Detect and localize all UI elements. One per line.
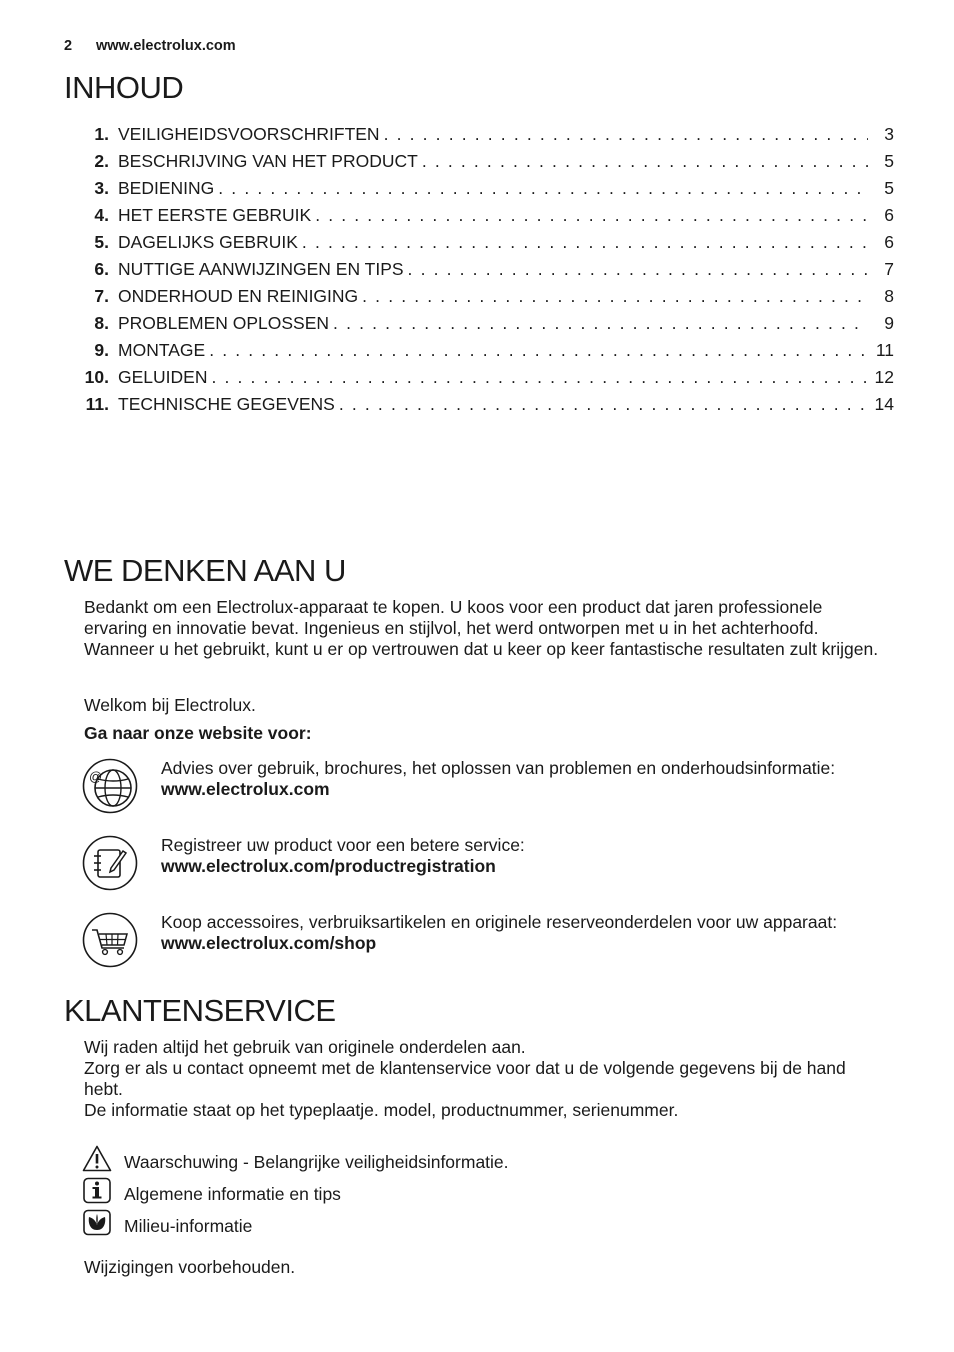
toc-entry[interactable] (64, 367, 894, 394)
website-heading: Ga naar onze website voor: (84, 723, 312, 743)
footer-note: Wijzigingen voorbehouden. (84, 1257, 296, 1277)
toc-entry-title: PROBLEMEN OPLOSSEN (118, 313, 330, 333)
table-of-contents (64, 124, 894, 421)
toc-entry-page: 3 (884, 124, 894, 144)
welcome-text: Welkom bij Electrolux. (84, 695, 256, 715)
link-row-shop (82, 912, 902, 972)
header-website[interactable]: www.electrolux.com (96, 38, 236, 54)
legend-warning (82, 1145, 682, 1175)
link-url-registration[interactable]: www.electrolux.com/productregistration (161, 856, 496, 876)
toc-dot-leader (315, 205, 868, 226)
link-description-shop: Koop accessoires, verbruiksartikelen en originele reserveonderdelen voor uw apparaat: (161, 912, 838, 932)
intro-paragraph: Bedankt om een Electrolux-apparaat te kopen. U koos voor een product dat jaren professionele ervaring en innovatie bevat. Ingenieus en stijlvol, het werd ontworpen met u in het achterhoofd. Wanneer u het gebruikt, kunt u er op vertrouwen dat u keer op keer fantastische resultaten zult krijgen. (84, 597, 879, 659)
toc-entry-title: NUTTIGE AANWIJZINGEN EN TIPS (118, 259, 404, 279)
toc-entry[interactable] (64, 178, 894, 205)
legend-environment-text: Milieu-informatie (124, 1216, 253, 1236)
toc-entry[interactable] (64, 205, 894, 232)
legend-info (82, 1177, 682, 1207)
toc-entry-number: 10. (84, 367, 109, 387)
running-header (64, 38, 236, 54)
toc-dot-leader (302, 232, 868, 253)
toc-dot-leader (333, 313, 868, 334)
environment-icon (82, 1209, 112, 1237)
toc-dot-leader (384, 124, 868, 145)
toc-entry[interactable] (64, 124, 894, 151)
legend-environment (82, 1209, 682, 1239)
toc-entry[interactable] (64, 340, 894, 367)
toc-entry-title: GELUIDEN (118, 367, 208, 387)
toc-entry-page: 8 (884, 286, 894, 306)
toc-entry-page: 12 (874, 367, 894, 387)
toc-title: INHOUD (64, 70, 184, 105)
toc-entry-page: 5 (884, 151, 894, 171)
service-line-typeplate: De informatie staat op het typeplaatje. model, productnummer, serienummer. (84, 1100, 679, 1120)
toc-dot-leader (211, 367, 868, 388)
toc-entry-page: 6 (884, 232, 894, 252)
globe-icon (82, 758, 138, 814)
toc-entry-title: BESCHRIJVING VAN HET PRODUCT (118, 151, 418, 171)
toc-entry-title: HET EERSTE GEBRUIK (118, 205, 312, 225)
toc-dot-leader (218, 178, 868, 199)
toc-entry-title: VEILIGHEIDSVOORSCHRIFTEN (118, 124, 380, 144)
toc-entry-title: DAGELIJKS GEBRUIK (118, 232, 298, 252)
toc-entry-page: 11 (875, 340, 894, 360)
toc-dot-leader (422, 151, 868, 172)
section-title-thinking: WE DENKEN AAN U (64, 553, 346, 588)
toc-entry-page: 7 (884, 259, 894, 279)
toc-entry-number: 2. (94, 151, 109, 171)
link-url-shop[interactable]: www.electrolux.com/shop (161, 933, 377, 953)
toc-entry-number: 9. (94, 340, 109, 360)
toc-entry-page: 5 (884, 178, 894, 198)
section-title-service: KLANTENSERVICE (64, 993, 336, 1028)
toc-entry-number: 8. (94, 313, 109, 333)
toc-entry-title: ONDERHOUD EN REINIGING (118, 286, 359, 306)
toc-entry-number: 6. (94, 259, 109, 279)
service-line-contact: Zorg er als u contact opneemt met de klantenservice voor dat u de volgende gegevens bij de hand hebt. (84, 1058, 846, 1099)
svg-text:@: @ (89, 769, 103, 784)
toc-entry-page: 9 (884, 313, 894, 333)
toc-dot-leader (362, 286, 868, 307)
toc-entry[interactable] (64, 151, 894, 178)
toc-entry-title: TECHNISCHE GEGEVENS (118, 394, 335, 414)
toc-dot-leader (209, 340, 868, 361)
toc-entry-number: 3. (94, 178, 109, 198)
toc-entry[interactable] (64, 313, 894, 340)
toc-entry-number: 11. (85, 394, 109, 414)
toc-entry-title: BEDIENING (118, 178, 215, 198)
link-row-support (82, 758, 902, 818)
toc-entry-title: MONTAGE (118, 340, 206, 360)
toc-entry-page: 14 (874, 394, 894, 414)
toc-entry[interactable] (64, 259, 894, 286)
link-description-registration: Registreer uw product voor een betere service: (161, 835, 525, 855)
toc-entry-number: 7. (94, 286, 109, 306)
legend-info-text: Algemene informatie en tips (124, 1184, 341, 1204)
link-row-registration (82, 835, 902, 895)
service-line-parts: Wij raden altijd het gebruik van originele onderdelen aan. (84, 1037, 526, 1057)
shopping-cart-icon (82, 912, 138, 968)
link-description-support: Advies over gebruik, brochures, het oplossen van problemen en onderhoudsinformatie: (161, 758, 836, 778)
toc-dot-leader (408, 259, 868, 280)
page-number: 2 (64, 38, 73, 54)
toc-entry-number: 5. (94, 232, 109, 252)
info-icon (82, 1177, 112, 1205)
link-url-support[interactable]: www.electrolux.com (161, 779, 330, 799)
registration-icon (82, 835, 138, 891)
toc-dot-leader (339, 394, 868, 415)
toc-entry-number: 4. (94, 205, 109, 225)
legend-warning-text: Waarschuwing - Belangrijke veiligheidsinformatie. (124, 1152, 509, 1172)
toc-entry[interactable] (64, 286, 894, 313)
toc-entry-number: 1. (94, 124, 109, 144)
toc-entry[interactable] (64, 394, 894, 421)
toc-entry[interactable] (64, 232, 894, 259)
warning-icon (82, 1145, 112, 1173)
toc-entry-page: 6 (884, 205, 894, 225)
